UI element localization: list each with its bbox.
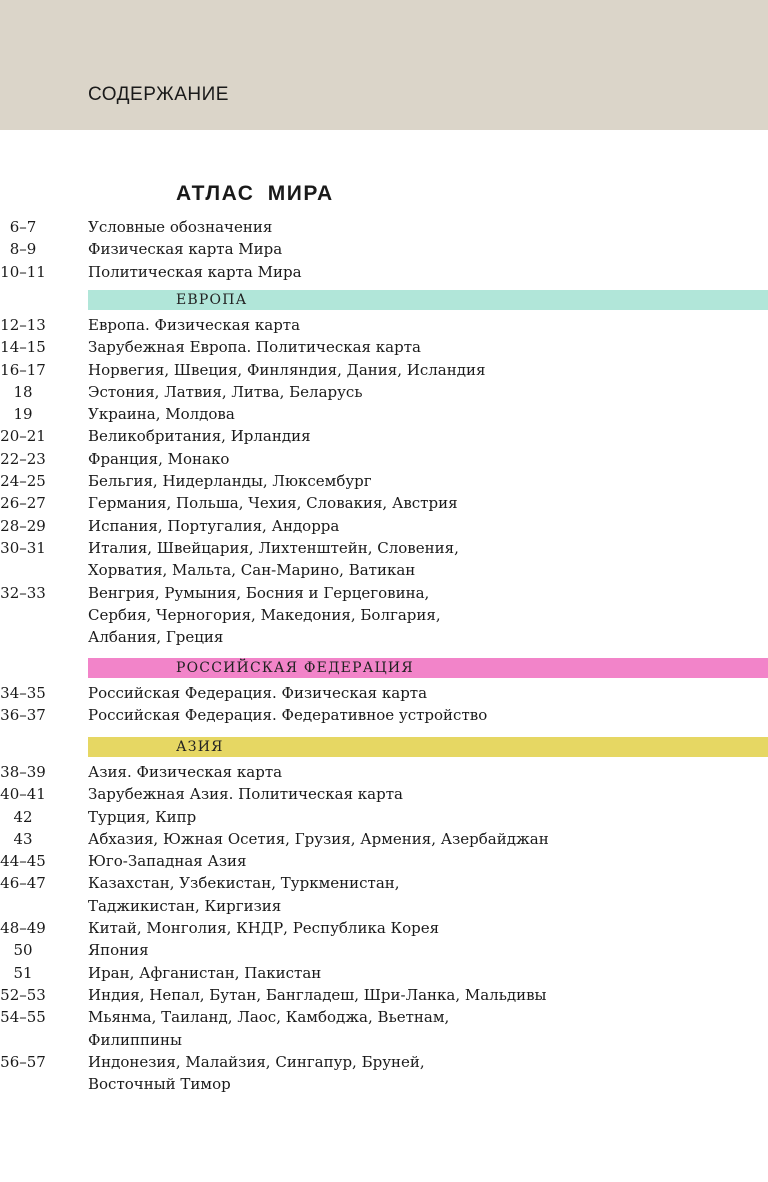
section-band-russia bbox=[88, 658, 768, 678]
entry-title bbox=[88, 314, 768, 336]
section-band-asia bbox=[88, 737, 768, 757]
page-range-cell bbox=[0, 425, 88, 447]
entry-title bbox=[88, 403, 768, 425]
entry-title bbox=[88, 381, 768, 403]
entry-title bbox=[88, 448, 768, 470]
page-range: 22–23 bbox=[0, 449, 46, 468]
entry-title bbox=[88, 761, 768, 783]
entry-list bbox=[0, 314, 768, 648]
entry-title bbox=[88, 537, 768, 582]
page-range-cell bbox=[0, 1006, 88, 1051]
page-range-cell bbox=[0, 515, 88, 537]
toc-entry bbox=[0, 783, 768, 805]
page-range: 12–13 bbox=[0, 316, 46, 334]
entry-title-line: Европа. Физическая карта bbox=[88, 316, 301, 334]
page-range-cell bbox=[0, 261, 88, 283]
entry-title bbox=[88, 872, 768, 917]
entry-title-line: Япония bbox=[88, 941, 149, 960]
page-range-cell bbox=[0, 336, 88, 358]
page-range: 20–21 bbox=[0, 427, 46, 446]
entry-title-line: Восточный Тимор bbox=[88, 1075, 231, 1094]
toc-entry bbox=[0, 962, 768, 984]
toc-entry bbox=[0, 1051, 768, 1096]
entry-title-line: Эстония, Латвия, Литва, Беларусь bbox=[88, 382, 363, 401]
entry-title-line: Украина, Молдова bbox=[88, 405, 235, 424]
entry-title-line: Казахстан, Узбекистан, Туркменистан, bbox=[88, 874, 400, 893]
section-label: РОССИЙСКАЯ ФЕДЕРАЦИЯ bbox=[176, 660, 414, 676]
page-range-cell bbox=[0, 492, 88, 514]
toc-entry bbox=[0, 872, 768, 917]
entry-title-line: Юго-Западная Азия bbox=[88, 852, 247, 871]
entry-title bbox=[88, 582, 768, 649]
page-range: 51 bbox=[13, 963, 33, 982]
entry-title bbox=[88, 828, 768, 850]
page-range: 34–35 bbox=[0, 684, 46, 702]
page-range-cell bbox=[0, 783, 88, 805]
entry-title bbox=[88, 704, 768, 726]
page-range-cell bbox=[0, 582, 88, 649]
entry-title bbox=[88, 359, 768, 381]
toc-entry bbox=[0, 425, 768, 447]
page-header bbox=[0, 0, 768, 130]
entry-title-line: Хорватия, Мальта, Сан-Марино, Ватикан bbox=[88, 561, 416, 580]
page-range-cell bbox=[0, 238, 88, 260]
toc-entry bbox=[0, 939, 768, 961]
toc-entry bbox=[0, 314, 768, 336]
entry-title-line: Зарубежная Европа. Политическая карта bbox=[88, 338, 421, 357]
page-range-cell bbox=[0, 939, 88, 961]
toc-entry bbox=[0, 359, 768, 381]
page-range-cell bbox=[0, 806, 88, 828]
section-label: ЕВРОПА bbox=[176, 292, 248, 308]
page-range: 6–7 bbox=[9, 218, 37, 236]
entry-title bbox=[88, 261, 768, 283]
entry-title-line: Филиппины bbox=[88, 1030, 182, 1049]
toc-entry bbox=[0, 1006, 768, 1051]
page-range-cell bbox=[0, 828, 88, 850]
toc-entry bbox=[0, 470, 768, 492]
section-world bbox=[0, 212, 768, 283]
entry-title-line: Турция, Кипр bbox=[88, 807, 197, 826]
section-band-europe bbox=[88, 290, 768, 310]
page-range: 8–9 bbox=[9, 240, 37, 259]
entry-title-line: Италия, Швейцария, Лихтенштейн, Словения, bbox=[88, 538, 459, 557]
toc-entry bbox=[0, 850, 768, 872]
page-range: 50 bbox=[13, 941, 33, 960]
page-range: 46–47 bbox=[0, 874, 46, 893]
toc-entry bbox=[0, 828, 768, 850]
section-label: АЗИЯ bbox=[176, 739, 224, 755]
entry-title-line: Зарубежная Азия. Политическая карта bbox=[88, 785, 403, 804]
toc-entry bbox=[0, 238, 768, 260]
entry-title-line: Физическая карта Мира bbox=[88, 240, 283, 259]
entry-title bbox=[88, 984, 768, 1006]
toc-entry bbox=[0, 537, 768, 582]
entry-title bbox=[88, 850, 768, 872]
page-range: 56–57 bbox=[0, 1052, 46, 1071]
entry-list bbox=[0, 761, 768, 1095]
page-range: 16–17 bbox=[0, 360, 46, 379]
toc-entry bbox=[0, 448, 768, 470]
page-range: 52–53 bbox=[0, 985, 46, 1004]
atlas-title: АТЛАС МИРА bbox=[176, 182, 334, 205]
entry-title-line: Китай, Монголия, КНДР, Республика Корея bbox=[88, 919, 440, 938]
page-range: 54–55 bbox=[0, 1008, 46, 1027]
entry-title-line: Германия, Польша, Чехия, Словакия, Австрия bbox=[88, 494, 458, 513]
entry-title bbox=[88, 492, 768, 514]
page-range: 14–15 bbox=[0, 338, 46, 357]
toc-entry bbox=[0, 403, 768, 425]
page-range: 40–41 bbox=[0, 785, 46, 804]
page-range-cell bbox=[0, 761, 88, 783]
toc-entry bbox=[0, 917, 768, 939]
toc-entry bbox=[0, 704, 768, 726]
page-range: 26–27 bbox=[0, 494, 46, 513]
entry-title-line: Политическая карта Мира bbox=[88, 262, 302, 281]
entry-title-line: Абхазия, Южная Осетия, Грузия, Армения, Азербайджан bbox=[88, 829, 549, 848]
entry-title bbox=[88, 336, 768, 358]
toc-entry bbox=[0, 984, 768, 1006]
page-range: 44–45 bbox=[0, 852, 46, 871]
page-range: 10–11 bbox=[0, 262, 46, 281]
page-range-cell bbox=[0, 359, 88, 381]
entry-title bbox=[88, 682, 768, 704]
page-range-cell bbox=[0, 962, 88, 984]
entry-title-line: Российская Федерация. Физическая карта bbox=[88, 684, 428, 702]
toc-entry bbox=[0, 261, 768, 283]
toc-entry bbox=[0, 336, 768, 358]
entry-title bbox=[88, 1006, 768, 1051]
page-range-cell bbox=[0, 537, 88, 582]
entry-title-line: Индонезия, Малайзия, Сингапур, Бруней, bbox=[88, 1052, 425, 1071]
entry-title-line: Франция, Монако bbox=[88, 449, 230, 468]
entry-title bbox=[88, 425, 768, 447]
page-range: 18 bbox=[13, 382, 33, 401]
entry-title-line: Индия, Непал, Бутан, Бангладеш, Шри-Ланка, Мальдивы bbox=[88, 985, 547, 1004]
entry-title bbox=[88, 216, 768, 238]
page-range: 19 bbox=[13, 405, 33, 424]
entry-title-line: Российская Федерация. Федеративное устройство bbox=[88, 706, 488, 725]
page-range-cell bbox=[0, 917, 88, 939]
page-range-cell bbox=[0, 403, 88, 425]
entry-title-line: Великобритания, Ирландия bbox=[88, 427, 311, 446]
toc-entry bbox=[0, 806, 768, 828]
toc-entry bbox=[0, 216, 768, 238]
entry-list bbox=[0, 216, 768, 283]
entry-title-line: Мьянма, Таиланд, Лаос, Камбоджа, Вьетнам, bbox=[88, 1008, 450, 1027]
entry-title bbox=[88, 917, 768, 939]
entry-title-line: Венгрия, Румыния, Босния и Герцеговина, bbox=[88, 583, 430, 602]
page-range-cell bbox=[0, 470, 88, 492]
section-russia bbox=[0, 658, 768, 727]
page-range: 30–31 bbox=[0, 538, 46, 557]
section-europe bbox=[0, 290, 768, 648]
entry-title-line: Испания, Португалия, Андорра bbox=[88, 516, 340, 535]
page-range: 32–33 bbox=[0, 583, 46, 602]
entry-title-line: Бельгия, Нидерланды, Люксембург bbox=[88, 472, 372, 491]
entry-title-line: Албания, Греция bbox=[88, 628, 224, 647]
entry-title bbox=[88, 783, 768, 805]
page-range-cell bbox=[0, 381, 88, 403]
page-range: 36–37 bbox=[0, 706, 46, 725]
toc-entry bbox=[0, 515, 768, 537]
entry-title-line: Сербия, Черногория, Македония, Болгария, bbox=[88, 605, 441, 624]
toc-entry bbox=[0, 582, 768, 649]
page-range-cell bbox=[0, 314, 88, 336]
page-range-cell bbox=[0, 850, 88, 872]
page-range: 24–25 bbox=[0, 472, 46, 491]
header-title: СОДЕРЖАНИЕ bbox=[88, 84, 229, 105]
page-range-cell bbox=[0, 984, 88, 1006]
page-range-cell bbox=[0, 216, 88, 238]
entry-title-line: Условные обозначения bbox=[88, 218, 273, 236]
entry-title bbox=[88, 515, 768, 537]
page-range-cell bbox=[0, 704, 88, 726]
entry-title bbox=[88, 806, 768, 828]
entry-list bbox=[0, 682, 768, 727]
entry-title bbox=[88, 962, 768, 984]
toc-entry bbox=[0, 381, 768, 403]
page-range: 42 bbox=[13, 807, 33, 826]
toc-entry bbox=[0, 682, 768, 704]
page-range-cell bbox=[0, 448, 88, 470]
page-range: 43 bbox=[13, 829, 33, 848]
page-range-cell bbox=[0, 872, 88, 917]
page-range: 28–29 bbox=[0, 516, 46, 535]
entry-title-line: Азия. Физическая карта bbox=[88, 763, 283, 781]
page-range: 48–49 bbox=[0, 919, 46, 938]
entry-title-line: Таджикистан, Киргизия bbox=[88, 896, 282, 915]
page-range-cell bbox=[0, 1051, 88, 1096]
entry-title bbox=[88, 470, 768, 492]
section-asia bbox=[0, 737, 768, 1095]
entry-title bbox=[88, 939, 768, 961]
toc-entry bbox=[0, 761, 768, 783]
entry-title bbox=[88, 238, 768, 260]
entry-title-line: Иран, Афганистан, Пакистан bbox=[88, 963, 322, 982]
page-range-cell bbox=[0, 682, 88, 704]
entry-title-line: Норвегия, Швеция, Финляндия, Дания, Исландия bbox=[88, 360, 486, 379]
entry-title bbox=[88, 1051, 768, 1096]
page-range: 38–39 bbox=[0, 763, 46, 781]
toc-entry bbox=[0, 492, 768, 514]
